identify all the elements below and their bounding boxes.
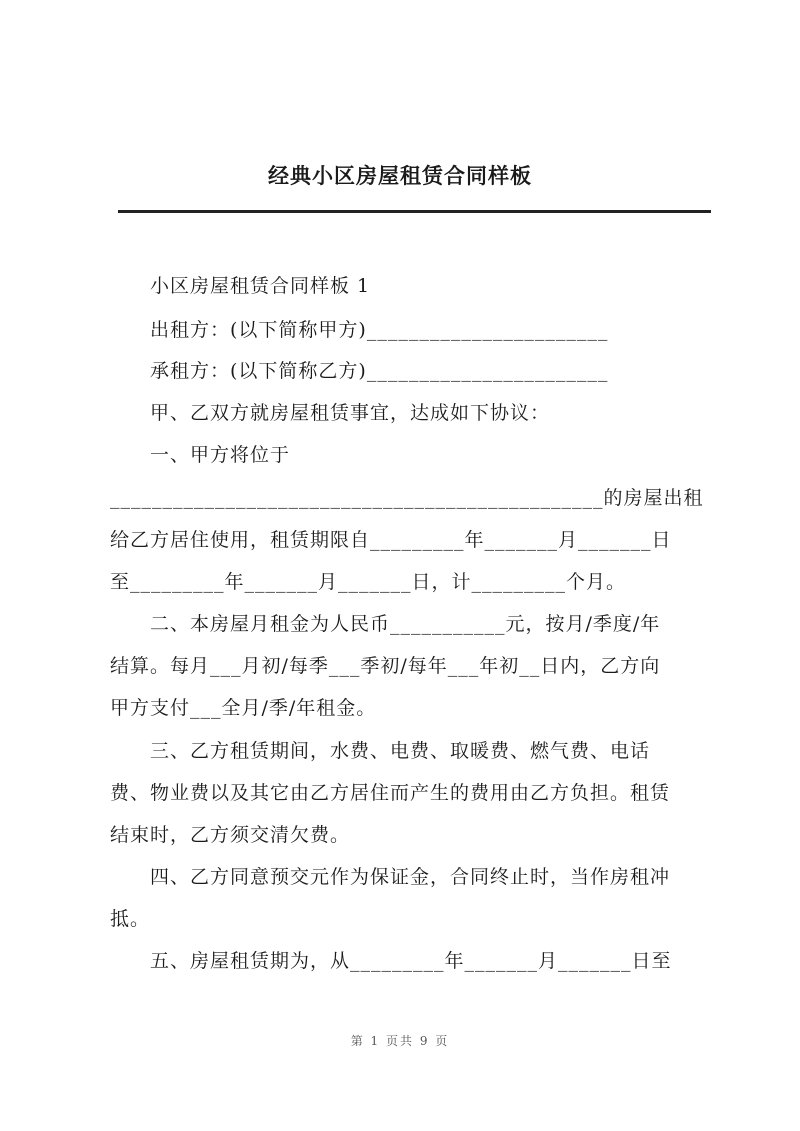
document-line: 五、房屋租赁期为，从_________年_______月_______日至 [150, 950, 672, 972]
document-line: _______________________________________________的房屋出租 [110, 487, 704, 509]
document-line: 甲方支付___全月/季/年租金。 [110, 697, 377, 719]
document-line: 至_________年_______月_______日，计_________个月。 [110, 571, 627, 593]
document-line: 给乙方居住使用，租赁期限自_________年_______月_______日 [110, 529, 672, 551]
document-line: 二、本房屋月租金为人民币___________元，按月/季度/年 [150, 613, 661, 635]
document-line: 费、物业费以及其它由乙方居住而产生的费用由乙方负担。租赁 [110, 782, 671, 804]
document-line: 四、乙方同意预交元作为保证金，合同终止时，当作房租冲 [150, 866, 671, 888]
document-line: 甲、乙双方就房屋租赁事宜，达成如下协议： [150, 402, 551, 424]
document-title: 经典小区房屋租赁合同样板 [268, 163, 532, 188]
page-number: 第 1 页共 9 页 [350, 1034, 450, 1048]
document-line: 出租方：(以下简称甲方)_______________________ [150, 319, 609, 341]
title-divider [118, 210, 711, 213]
document-line: 小区房屋租赁合同样板 1 [150, 275, 371, 297]
document-line: 一、甲方将位于 [150, 444, 291, 466]
document-line: 三、乙方租赁期间，水费、电费、取暖费、燃气费、电话 [150, 740, 651, 762]
document-line: 抵。 [110, 908, 151, 930]
document-line: 承租方：(以下简称乙方)_______________________ [150, 360, 609, 382]
document-line: 结束时，乙方须交清欠费。 [110, 824, 351, 846]
document-line: 结算。每月___月初/每季___季初/每年___年初__日内，乙方向 [110, 655, 661, 677]
